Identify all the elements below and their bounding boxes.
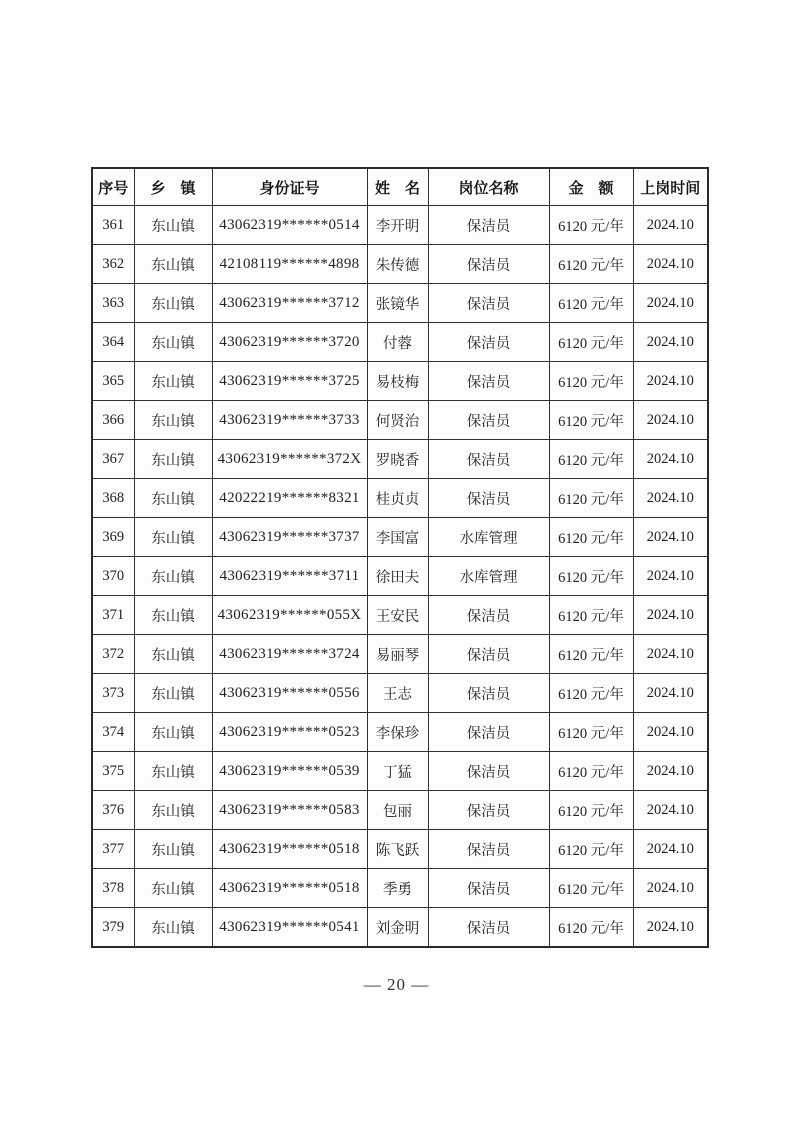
table-cell: 43062319******3725 [212,362,367,401]
table-cell: 367 [92,440,134,479]
table-row [92,518,708,557]
table-cell: 2024.10 [633,518,708,557]
table-cell: 368 [92,479,134,518]
table-row [92,596,708,635]
table-cell: 保洁员 [428,752,549,791]
table-cell: 6120 元/年 [549,869,633,908]
table-cell: 2024.10 [633,362,708,401]
table-row [92,323,708,362]
table-row [92,869,708,908]
table-cell: 43062319******372X [212,440,367,479]
table-cell: 保洁员 [428,596,549,635]
table-cell: 43062319******3724 [212,635,367,674]
table-row [92,908,708,948]
table-row [92,206,708,245]
table-cell: 43062319******3737 [212,518,367,557]
table-cell: 水库管理 [428,518,549,557]
table-row [92,713,708,752]
table-cell: 桂贞贞 [367,479,428,518]
table-cell: 2024.10 [633,674,708,713]
table-cell: 东山镇 [134,635,212,674]
table-cell: 东山镇 [134,713,212,752]
table-cell: 包丽 [367,791,428,830]
table-cell: 6120 元/年 [549,479,633,518]
header-row [92,168,708,206]
table-cell: 6120 元/年 [549,596,633,635]
table-cell: 374 [92,713,134,752]
table-header [92,168,708,206]
table-cell: 李保珍 [367,713,428,752]
column-header: 乡 镇 [134,168,212,206]
column-header: 金 额 [549,168,633,206]
table-cell: 43062319******0556 [212,674,367,713]
table-cell: 东山镇 [134,830,212,869]
table-cell: 保洁员 [428,245,549,284]
table-cell: 361 [92,206,134,245]
table-cell: 2024.10 [633,206,708,245]
table-cell: 丁猛 [367,752,428,791]
column-header: 身份证号 [212,168,367,206]
table-cell: 东山镇 [134,908,212,948]
table-cell: 373 [92,674,134,713]
table-cell: 东山镇 [134,596,212,635]
table-cell: 保洁员 [428,284,549,323]
table-cell: 2024.10 [633,752,708,791]
table-cell: 朱传德 [367,245,428,284]
table-cell: 东山镇 [134,752,212,791]
table-cell: 6120 元/年 [549,284,633,323]
table-cell: 东山镇 [134,479,212,518]
table-row [92,362,708,401]
table-cell: 2024.10 [633,791,708,830]
table-cell: 375 [92,752,134,791]
table-row [92,791,708,830]
table-cell: 付蓉 [367,323,428,362]
table-cell: 王志 [367,674,428,713]
table-cell: 东山镇 [134,869,212,908]
table-cell: 42108119******4898 [212,245,367,284]
table-cell: 易枝梅 [367,362,428,401]
table-cell: 42022219******8321 [212,479,367,518]
table-cell: 保洁员 [428,323,549,362]
table-cell: 43062319******3711 [212,557,367,596]
table-cell: 东山镇 [134,518,212,557]
table-cell: 363 [92,284,134,323]
table-cell: 6120 元/年 [549,557,633,596]
table-cell: 东山镇 [134,440,212,479]
table-cell: 43062319******3733 [212,401,367,440]
table-cell: 43062319******0541 [212,908,367,948]
column-header: 序号 [92,168,134,206]
table-cell: 李开明 [367,206,428,245]
table-cell: 何贤治 [367,401,428,440]
table-row [92,440,708,479]
table-cell: 6120 元/年 [549,752,633,791]
table-cell: 东山镇 [134,401,212,440]
table-cell: 362 [92,245,134,284]
table-cell: 2024.10 [633,245,708,284]
table-cell: 366 [92,401,134,440]
table-cell: 2024.10 [633,284,708,323]
table-row [92,245,708,284]
table-cell: 东山镇 [134,557,212,596]
table-cell: 东山镇 [134,206,212,245]
table-cell: 372 [92,635,134,674]
table-cell: 刘金明 [367,908,428,948]
table-cell: 2024.10 [633,908,708,948]
table-cell: 易丽琴 [367,635,428,674]
column-header: 岗位名称 [428,168,549,206]
table-cell: 罗晓香 [367,440,428,479]
table-cell: 保洁员 [428,362,549,401]
table-cell: 季勇 [367,869,428,908]
table-cell: 2024.10 [633,635,708,674]
table-cell: 王安民 [367,596,428,635]
column-header: 上岗时间 [633,168,708,206]
table-cell: 2024.10 [633,440,708,479]
table-cell: 6120 元/年 [549,440,633,479]
table-cell: 43062319******3712 [212,284,367,323]
table-cell: 东山镇 [134,323,212,362]
table-cell: 6120 元/年 [549,323,633,362]
table-cell: 东山镇 [134,362,212,401]
table-cell: 保洁员 [428,908,549,948]
table-cell: 365 [92,362,134,401]
table-cell: 377 [92,830,134,869]
table-cell: 保洁员 [428,479,549,518]
table-cell: 6120 元/年 [549,362,633,401]
table-row [92,830,708,869]
table-cell: 东山镇 [134,791,212,830]
table-cell: 43062319******0539 [212,752,367,791]
table-cell: 6120 元/年 [549,674,633,713]
table-cell: 保洁员 [428,869,549,908]
table-cell: 6120 元/年 [549,245,633,284]
table-cell: 379 [92,908,134,948]
table-cell: 东山镇 [134,245,212,284]
table-cell: 43062319******0514 [212,206,367,245]
table-cell: 6120 元/年 [549,206,633,245]
table-cell: 369 [92,518,134,557]
table-cell: 364 [92,323,134,362]
table-cell: 2024.10 [633,323,708,362]
table-cell: 378 [92,869,134,908]
table-cell: 张镜华 [367,284,428,323]
table-cell: 保洁员 [428,674,549,713]
table-cell: 2024.10 [633,830,708,869]
table-cell: 6120 元/年 [549,713,633,752]
page-number: — 20 — [363,975,430,994]
table-row [92,557,708,596]
table-cell: 371 [92,596,134,635]
table-cell: 43062319******3720 [212,323,367,362]
table-row [92,674,708,713]
table-cell: 2024.10 [633,869,708,908]
table-cell: 370 [92,557,134,596]
table-cell: 43062319******055X [212,596,367,635]
table-cell: 保洁员 [428,401,549,440]
table-cell: 东山镇 [134,284,212,323]
table-row [92,635,708,674]
table-cell: 东山镇 [134,674,212,713]
table-cell: 376 [92,791,134,830]
table-cell: 6120 元/年 [549,635,633,674]
table-cell: 6120 元/年 [549,791,633,830]
roster-table [91,167,709,948]
table-cell: 2024.10 [633,401,708,440]
table-cell: 43062319******0523 [212,713,367,752]
table-cell: 43062319******0583 [212,791,367,830]
table-cell: 2024.10 [633,713,708,752]
column-header: 姓 名 [367,168,428,206]
table-cell: 保洁员 [428,713,549,752]
table-row [92,284,708,323]
table-cell: 6120 元/年 [549,830,633,869]
table-cell: 陈飞跃 [367,830,428,869]
table-row [92,752,708,791]
table-cell: 43062319******0518 [212,869,367,908]
table-cell: 李国富 [367,518,428,557]
table-cell: 保洁员 [428,206,549,245]
table-cell: 保洁员 [428,635,549,674]
table-cell: 2024.10 [633,479,708,518]
table-cell: 6120 元/年 [549,908,633,948]
table-cell: 2024.10 [633,557,708,596]
table-cell: 水库管理 [428,557,549,596]
table-row [92,479,708,518]
table-cell: 6120 元/年 [549,518,633,557]
table-cell: 43062319******0518 [212,830,367,869]
table-cell: 保洁员 [428,440,549,479]
table-cell: 2024.10 [633,596,708,635]
table-cell: 徐田夫 [367,557,428,596]
table-body [92,206,708,948]
table-cell: 保洁员 [428,830,549,869]
table-cell: 保洁员 [428,791,549,830]
table-row [92,401,708,440]
table-cell: 6120 元/年 [549,401,633,440]
